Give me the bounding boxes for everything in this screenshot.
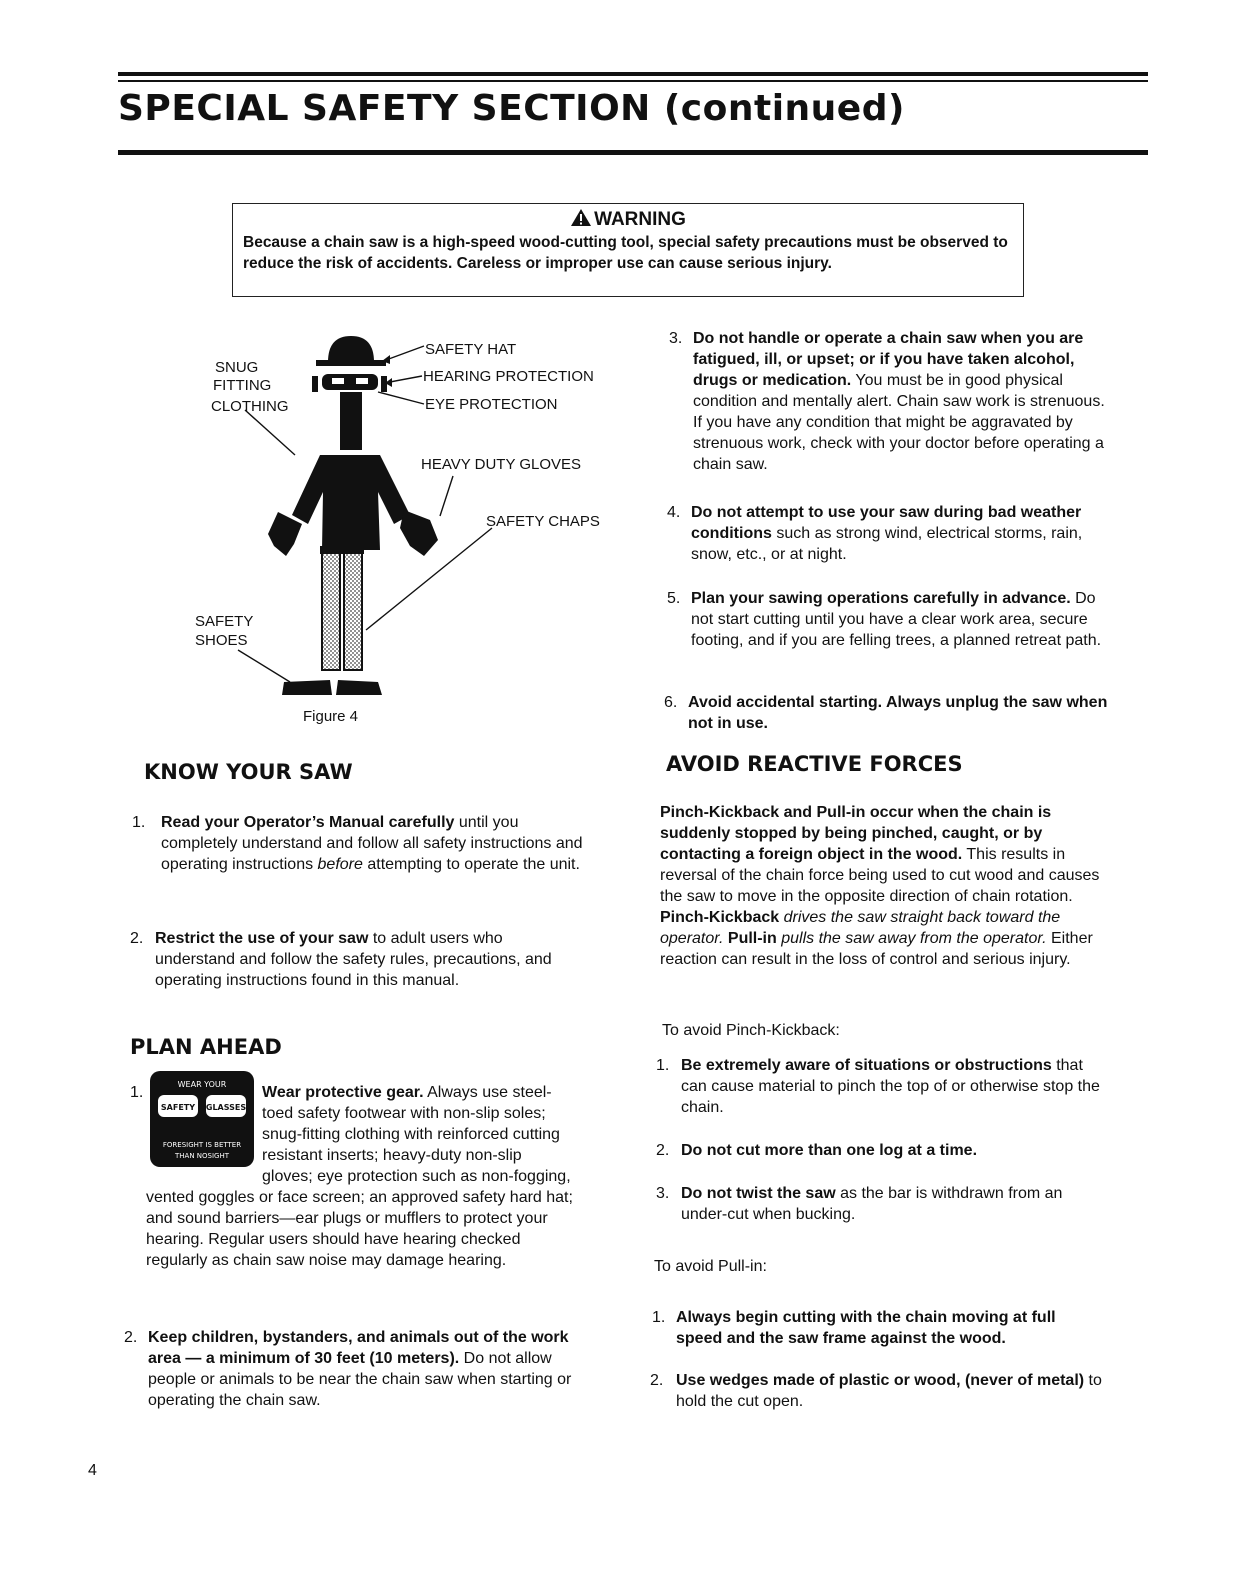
label-safety-chaps: SAFETY CHAPS — [486, 513, 600, 530]
title-rule — [118, 150, 1148, 155]
list-item: 2. Keep children, bystanders, and animals out of the work area — a minimum of 30 feet (10 meters). Do not allow people or animals to be near the chain saw when starting or operating the chain saw. — [124, 1329, 572, 1409]
list-item: 2. Do not cut more than one log at a time. — [656, 1142, 978, 1159]
label-safety-shoes-2: SHOES — [195, 632, 248, 649]
warning-triangle-icon — [570, 208, 592, 227]
figure-caption: Figure 4 — [303, 708, 359, 725]
page-number: 4 — [88, 1462, 97, 1479]
list-item: 1. Read your Operator’s Manual carefully until you completely understand and follow all safety instructions and operating instructions before attempting to operate the unit. — [132, 814, 583, 873]
list-item: 1. Wear protective gear. Always use steel-toed safety footwear with non-slip soles; snug-fitting clothing with reinforced cutting resistant inserts; heavy-duty non-slip gloves; eye protection such as non-fogging, vented goggles or face screen; an approved safety hard hat; and sound barriers—ear plugs or mufflers to protect your hearing. Regular users should have hearing checked regularly as chain saw noise may damage hearing. — [130, 1084, 573, 1269]
warning-heading — [233, 208, 1023, 231]
heading-know-your-saw: KNOW YOUR SAW — [144, 760, 353, 784]
list-item: 3. Do not twist the saw as the bar is withdrawn from an under-cut when bucking. — [656, 1185, 1063, 1223]
top-rule-thin — [118, 80, 1148, 82]
label-snug-3: CLOTHING — [211, 398, 289, 415]
svg-text:FORESIGHT IS BETTER: FORESIGHT IS BETTER — [162, 1141, 242, 1149]
top-rule — [118, 72, 1148, 76]
svg-text:SAFETY: SAFETY — [160, 1103, 196, 1112]
list-item: 1. Be extremely aware of situations or obstructions that can cause material to pinch the top of or otherwise stop the chain. — [656, 1057, 1100, 1116]
svg-text:WEAR YOUR: WEAR YOUR — [177, 1080, 227, 1089]
list-item: 5. Plan your sawing operations carefully in advance. Do not start cutting until you have a clear work area, secure footing, and if you are felling trees, a planned retreat path. — [667, 590, 1102, 649]
pinch-kickback-title: To avoid Pinch-Kickback: — [662, 1022, 840, 1039]
label-hearing-protection: HEARING PROTECTION — [423, 368, 594, 385]
reactive-intro: Pinch-Kickback and Pull-in occur when the chain is suddenly stopped by being pinched, caught, or by contacting a foreign object in the wood. This results in reversal of the chain force being used to cut wood and causes the saw to move in the opposite direction of chain rotation. Pinch-Kickback drives the saw straight back toward the operator. Pull-in pulls the saw away from the operator. Either reaction can result in the loss of control and serious injury. — [660, 804, 1100, 968]
svg-text:THAN NOSIGHT: THAN NOSIGHT — [174, 1152, 230, 1160]
warning-text: Because a chain saw is a high-speed wood-cutting tool, special safety precautions must be observed to reduce the risk of accidents. Careless or improper use can cause serious injury. — [243, 234, 1008, 272]
list-item: 6. Avoid accidental starting. Always unplug the saw when not in use. — [664, 694, 1108, 732]
label-heavy-duty-gloves: HEAVY DUTY GLOVES — [421, 456, 582, 473]
label-safety-shoes-1: SAFETY — [195, 613, 254, 630]
list-item: 2. Use wedges made of plastic or wood, (never of metal) to hold the cut open. — [650, 1372, 1102, 1410]
label-snug-2: FITTING — [213, 377, 272, 394]
heading-plan-ahead: PLAN AHEAD — [130, 1035, 282, 1059]
figure-safety-gear — [180, 320, 640, 740]
warning-heading-text: WARNING — [594, 209, 686, 230]
warning-box — [232, 203, 1024, 297]
heading-avoid-reactive-forces: AVOID REACTIVE FORCES — [666, 752, 963, 776]
list-item: 1. Always begin cutting with the chain moving at full speed and the saw frame against the wood. — [652, 1309, 1056, 1347]
list-item: 2. Restrict the use of your saw to adult users who understand and follow the safety rules, precautions, and operating instructions found in this manual. — [130, 930, 552, 989]
label-snug-1: SNUG — [215, 359, 259, 376]
list-item: 4. Do not attempt to use your saw during bad weather conditions such as strong wind, electrical storms, rain, snow, etc., or at night. — [667, 504, 1083, 563]
svg-text:GLASSES: GLASSES — [205, 1103, 247, 1112]
label-safety-hat: SAFETY HAT — [425, 341, 517, 358]
pull-in-title: To avoid Pull-in: — [654, 1258, 767, 1275]
page-title: SPECIAL SAFETY SECTION (continued) — [118, 88, 905, 129]
label-eye-protection: EYE PROTECTION — [425, 396, 558, 413]
list-item: 3. Do not handle or operate a chain saw when you are fatigued, ill, or upset; or if you have taken alcohol, drugs or medication. You must be in good physical condition and mentally alert. Chain saw work is strenuous. If you have any condition that might be aggravated by strenuous work, check with your doctor before operating a chain saw. — [669, 330, 1105, 473]
